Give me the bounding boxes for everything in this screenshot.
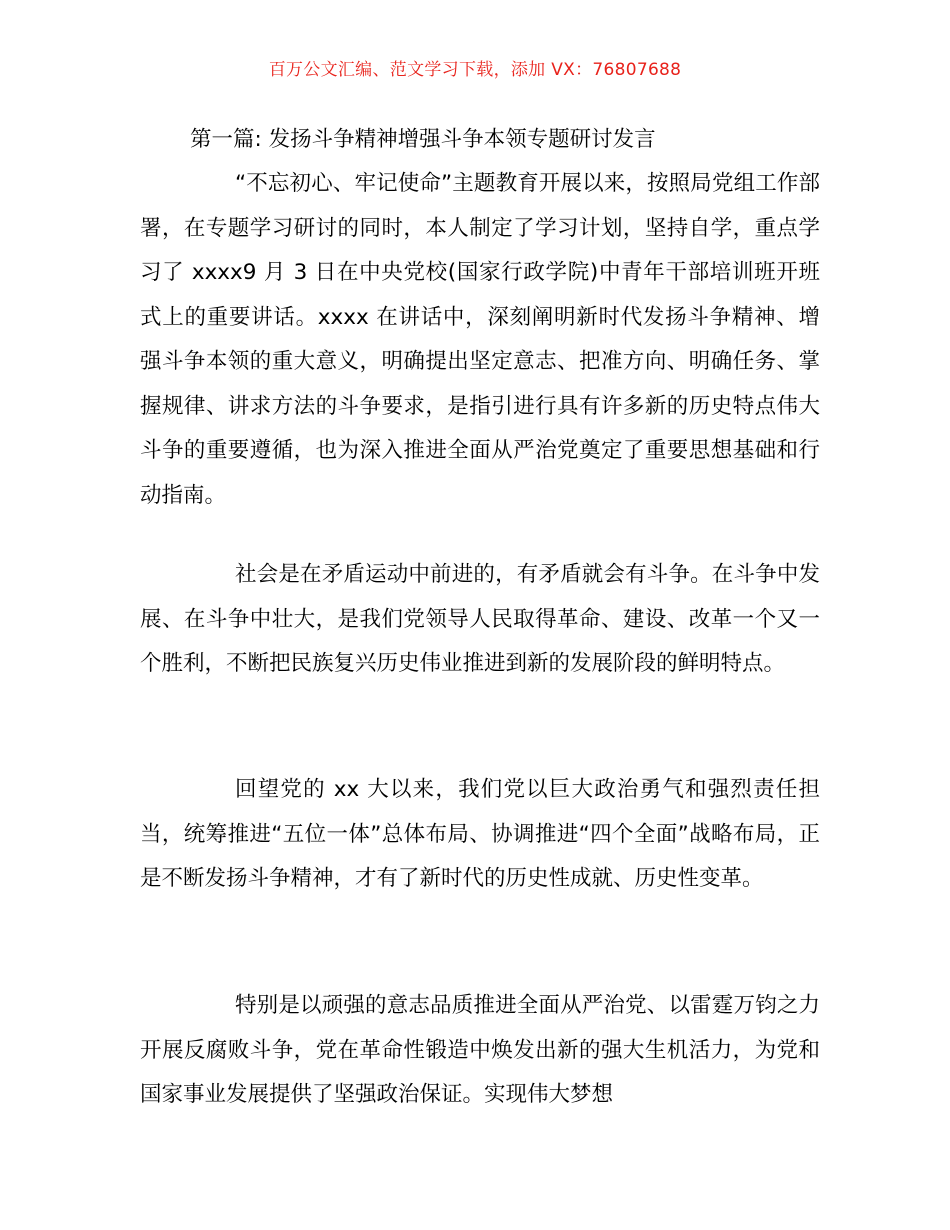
paragraph: 回望党的 xx 大以来，我们党以巨大政治勇气和强烈责任担当，统筹推进“五位一体”总体布局、协调推进“四个全面”战略布局，正是不断发扬斗争精神，才有了新时代的历史性成就、历史性变革。 bbox=[140, 777, 820, 891]
document-title: 第一篇: 发扬斗争精神增强斗争本领专题研讨发言 bbox=[190, 127, 656, 152]
paragraph: 社会是在矛盾运动中前进的，有矛盾就会有斗争。在斗争中发展、在斗争中壮大，是我们党领导人民取得革命、建设、改革一个又一个胜利，不断把民族复兴历史伟业推进到新的发展阶段的鲜明特点。 bbox=[140, 562, 820, 676]
header-banner: 百万公文汇编、范文学习下载，添加 VX：76807688 bbox=[268, 60, 682, 80]
paragraph: 特别是以顽强的意志品质推进全面从严治党、以雷霆万钧之力开展反腐败斗争，党在革命性锻造中焕发出新的强大生机活力，为党和国家事业发展提供了坚强政治保证。实现伟大梦想 bbox=[140, 993, 820, 1107]
paragraph: “不忘初心、牢记使命”主题教育开展以来，按照局党组工作部署，在专题学习研讨的同时，本人制定了学习计划，坚持自学，重点学习了 xxxx9 月 3 日在中央党校(国家行政学院)中青年干部培训班开班式上的重要讲话。xxxx 在讲话中，深刻阐明新时代发扬斗争精神、增强斗争本领的重大意义，明确提出坚定意志、把准方向、明确任务、掌握规律、讲求方法的斗争要求，是指引进行具有许多新的历史特点伟大斗争的重要遵循，也为深入推进全面从严治党奠定了重要思想基础和行动指南。 bbox=[140, 171, 820, 508]
